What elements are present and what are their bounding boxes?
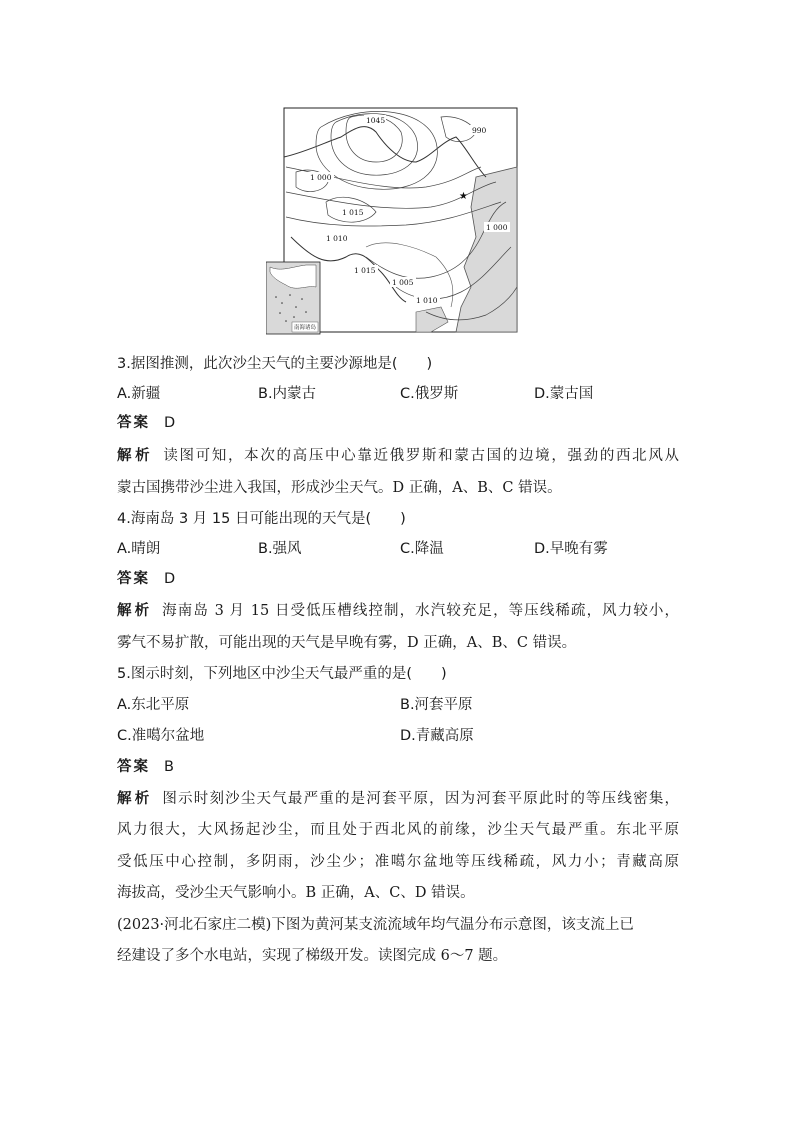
source-intro-line: (2023·河北石家庄二模)下图为黄河某支流流域年均气温分布示意图，该支流上已 xyxy=(117,917,634,933)
q3-explanation-line: 蒙古国携带沙尘进入我国，形成沙尘天气。D 正确，A、B、C 错误。 xyxy=(117,480,562,496)
answer-value: D xyxy=(164,415,176,431)
star-marker: ★ xyxy=(459,191,468,202)
isobar-label: 1 010 xyxy=(416,296,438,305)
q4-explanation-line: 解析 海南岛 3 月 15 日受低压槽线控制，水汽较充足，等压线稀疏，风力较小， xyxy=(117,603,679,619)
q5-explanation-line: 受低压中心控制，多阴雨，沙尘少；准噶尔盆地等压线稀疏，风力小；青藏高原 xyxy=(117,854,679,870)
answer-value: B xyxy=(164,759,174,775)
isobar-map xyxy=(266,107,518,335)
q5-option-a: A.东北平原 xyxy=(117,697,190,713)
q5-option-c: C.准噶尔盆地 xyxy=(117,728,205,744)
q5-option-b: B.河套平原 xyxy=(400,697,473,713)
question-5-stem: 5.图示时刻，下列地区中沙尘天气最严重的是( ) xyxy=(117,666,447,682)
q4-option-d: D.早晚有雾 xyxy=(534,541,608,557)
q5-answer xyxy=(117,757,174,777)
q4-option-c: C.降温 xyxy=(400,541,444,557)
q5-explanation-line: 风力很大，大风扬起沙尘，而且处于西北风的前缘，沙尘天气最严重。东北平原 xyxy=(117,822,679,838)
explanation-label: 解析 xyxy=(117,603,153,619)
q4-option-b: B.强风 xyxy=(258,541,302,557)
answer-value: D xyxy=(164,571,176,587)
source-intro-line: 经建设了多个水电站，实现了梯级开发。读图完成 6～7 题。 xyxy=(117,948,508,964)
question-3-stem: 3.据图推测，此次沙尘天气的主要沙源地是( ) xyxy=(117,356,433,372)
q4-explanation-line: 雾气不易扩散，可能出现的天气是早晚有雾，D 正确，A、B、C 错误。 xyxy=(117,635,577,651)
q3-option-d: D.蒙古国 xyxy=(534,386,594,402)
q4-answer xyxy=(117,569,175,589)
isobar-label: 990 xyxy=(472,126,487,135)
q3-answer xyxy=(117,413,175,433)
answer-label: 答案 xyxy=(117,415,150,431)
answer-label: 答案 xyxy=(117,759,150,775)
isobar-map-figure xyxy=(266,107,518,335)
isobar-label: 1 010 xyxy=(326,234,348,243)
answer-label: 答案 xyxy=(117,571,150,587)
explanation-label: 解析 xyxy=(117,791,153,807)
isobar-label: 1 005 xyxy=(392,278,414,287)
q5-explanation-line: 海拔高，受沙尘天气影响小。B 正确，A、C、D 错误。 xyxy=(117,885,475,901)
q5-option-d: D.青藏高原 xyxy=(400,728,474,744)
q3-option-b: B.内蒙古 xyxy=(258,386,317,402)
isobar-label: 1 015 xyxy=(342,208,364,217)
q3-option-c: C.俄罗斯 xyxy=(400,386,459,402)
q3-explanation-line: 解析 读图可知，本次的高压中心靠近俄罗斯和蒙古国的边境，强劲的西北风从 xyxy=(117,448,680,464)
isobar-label: 1 000 xyxy=(486,223,508,232)
q5-explanation-line: 解析 图示时刻沙尘天气最严重的是河套平原，因为河套平原此时的等压线密集， xyxy=(117,791,680,807)
explanation-label: 解析 xyxy=(117,448,154,464)
question-4-stem: 4.海南岛 3 月 15 日可能出现的天气是( ) xyxy=(117,511,406,527)
inset-label: 南海诸岛 xyxy=(294,325,317,331)
isobar-label: 1 000 xyxy=(310,173,332,182)
isobar-label: 1045 xyxy=(366,116,386,125)
q4-option-a: A.晴朗 xyxy=(117,541,161,557)
q3-option-a: A.新疆 xyxy=(117,386,161,402)
isobar-label: 1 015 xyxy=(354,266,376,275)
